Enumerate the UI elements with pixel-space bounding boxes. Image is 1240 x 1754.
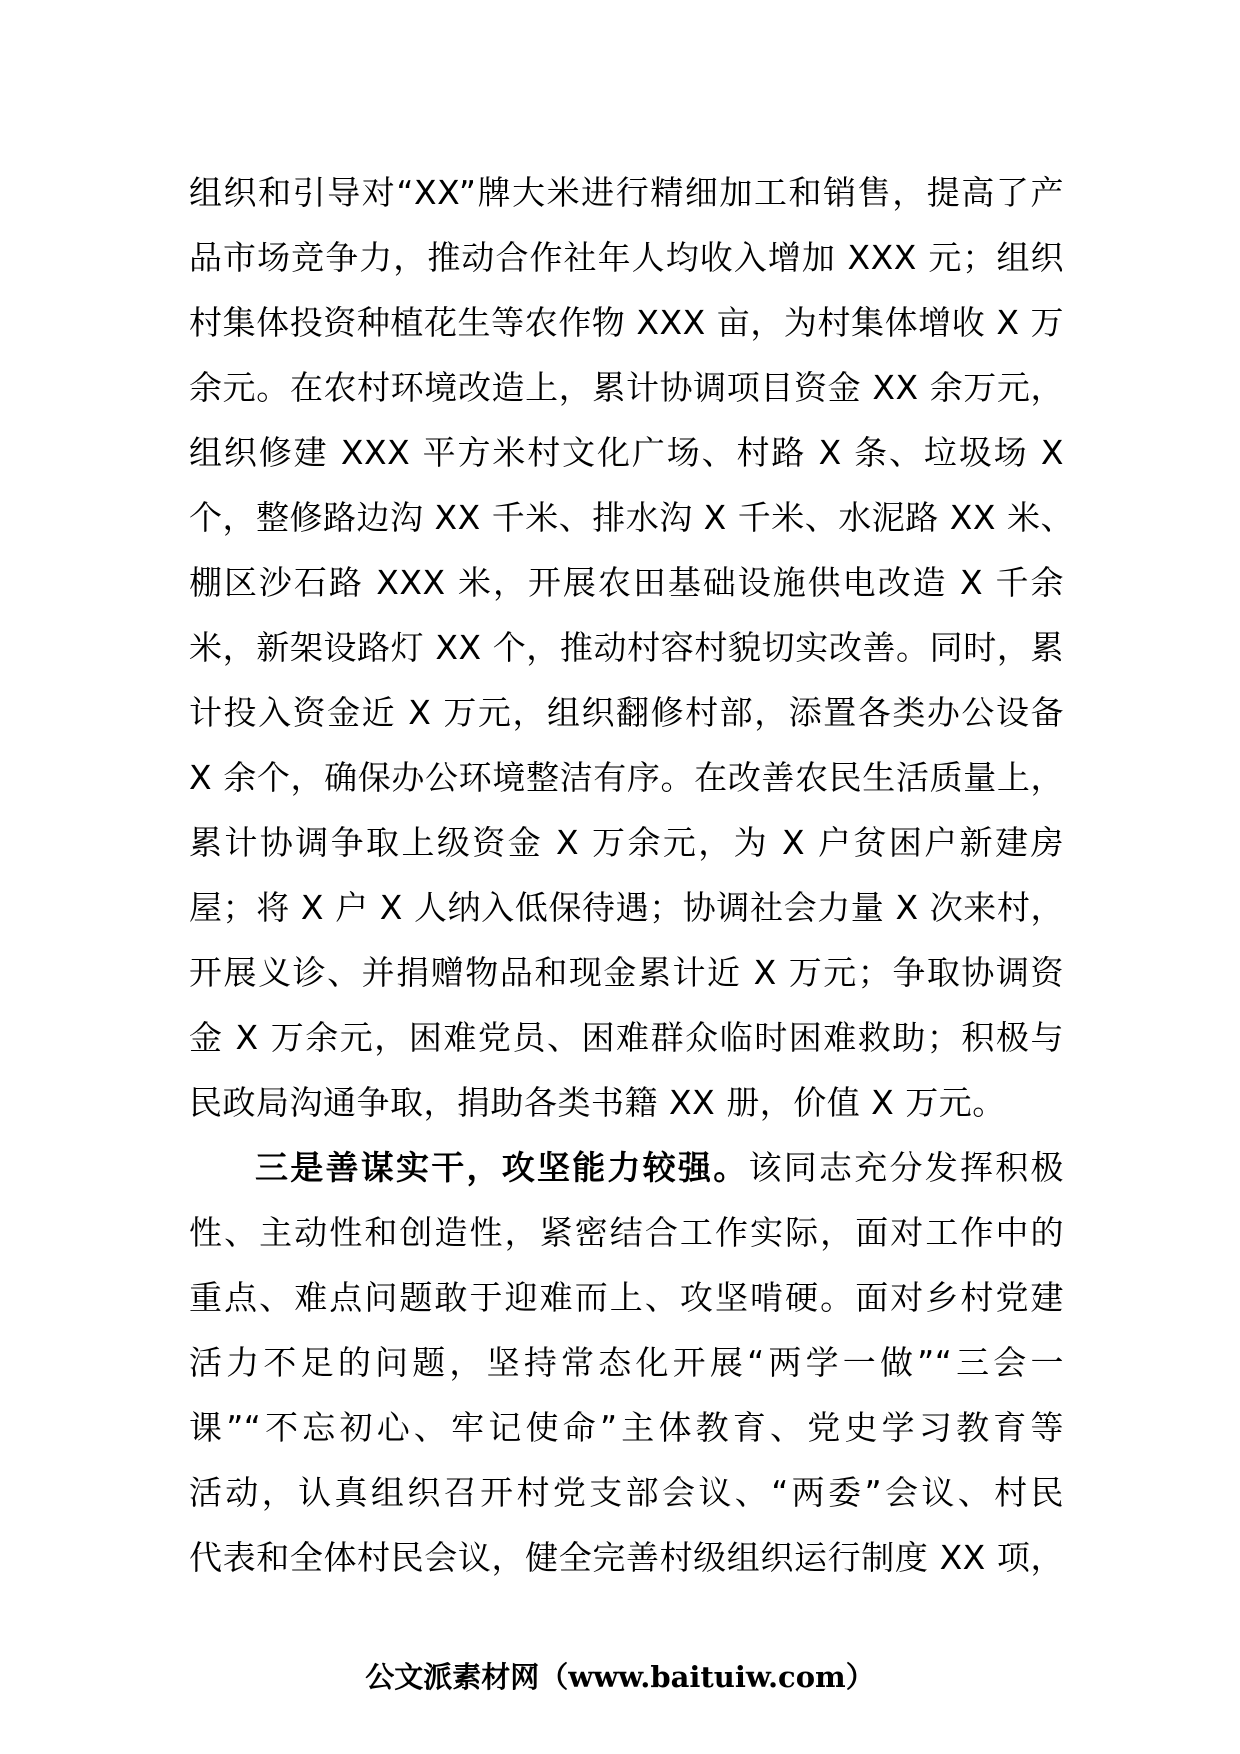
text-line: 村集体投资种植花生等农作物 XXX 亩，为村集体增收 X 万 xyxy=(189,303,1064,342)
footer-watermark: 公文派素材网（www.baituiw.com） xyxy=(365,1660,875,1694)
text-line: 品市场竞争力，推动合作社年人均收入增加 XXX 元；组织 xyxy=(189,238,1064,277)
text-line: 棚区沙石路 XXX 米，开展农田基础设施供电改造 X 千余 xyxy=(189,563,1064,602)
text-line: 课”“不忘初心、牢记使命”主体教育、党史学习教育等 xyxy=(189,1408,1064,1447)
text-line: 个，整修路边沟 XX 千米、排水沟 X 千米、水泥路 XX 米、 xyxy=(189,498,1074,537)
document-body xyxy=(189,160,1074,1590)
text-line: 性、主动性和创造性，紧密结合工作实际，面对工作中的 xyxy=(189,1213,1064,1252)
paragraph-first-line xyxy=(189,1135,1064,1200)
text-line: 组织和引导对“XX”牌大米进行精细加工和销售，提高了产 xyxy=(189,173,1064,212)
text-line: 余元。在农村环境改造上，累计协调项目资金 XX 余万元， xyxy=(189,368,1064,407)
section-heading: 三是善谋实干，攻坚能力较强。 xyxy=(255,1148,749,1187)
text-span: 该同志充分发挥积极 xyxy=(748,1148,1064,1187)
text-line: 重点、难点问题敢于迎难而上、攻坚啃硬。面对乡村党建 xyxy=(189,1278,1064,1317)
text-line: 组织修建 XXX 平方米村文化广场、村路 X 条、垃圾场 X xyxy=(189,433,1064,472)
text-line: 活力不足的问题，坚持常态化开展“两学一做”“三会一 xyxy=(189,1343,1064,1382)
text-line: 活动，认真组织召开村党支部会议、“两委”会议、村民 xyxy=(189,1473,1064,1512)
text-line: 累计协调争取上级资金 X 万余元，为 X 户贫困户新建房 xyxy=(189,823,1064,862)
text-line: 计投入资金近 X 万元，组织翻修村部，添置各类办公设备 xyxy=(189,693,1064,732)
text-line: X 余个，确保办公环境整洁有序。在改善农民生活质量上， xyxy=(189,758,1064,797)
text-line: 代表和全体村民会议，健全完善村级组织运行制度 XX 项， xyxy=(189,1538,1064,1577)
text-line: 开展义诊、并捐赠物品和现金累计近 X 万元；争取协调资 xyxy=(189,953,1064,992)
text-line: 米，新架设路灯 XX 个，推动村容村貌切实改善。同时，累 xyxy=(189,628,1064,667)
text-line: 金 X 万余元，困难党员、困难群众临时困难救助；积极与 xyxy=(189,1018,1064,1057)
text-line: 民政局沟通争取，捐助各类书籍 XX 册，价值 X 万元。 xyxy=(189,1083,1006,1122)
text-line: 屋；将 X 户 X 人纳入低保待遇；协调社会力量 X 次来村， xyxy=(189,888,1064,927)
